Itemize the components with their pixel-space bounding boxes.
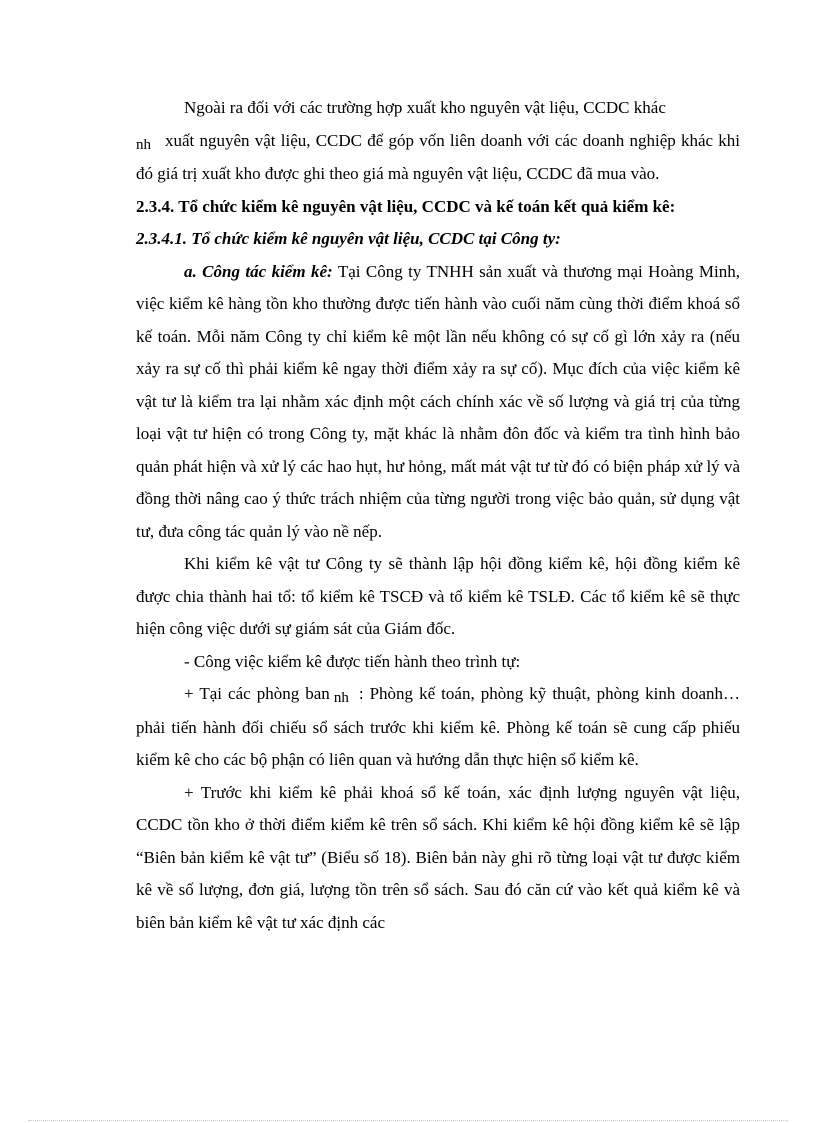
- stray-text-fragment: nh: [333, 690, 349, 706]
- heading-text: 2.3.4. Tổ chức kiểm kê nguyên vật liệu, CCDC và kế toán kết quả kiểm kê:: [136, 196, 676, 216]
- stray-text-fragment: nh: [136, 136, 151, 153]
- paragraph-text: Ngoài ra đối với các trường hợp xuất kho nguyên vật liệu, CCDC khác: [184, 98, 666, 117]
- heading-text: 2.3.4.1. Tổ chức kiểm kê nguyên vật liệu, CCDC tại Công ty:: [136, 229, 561, 248]
- paragraph-text: Tại Công ty TNHH sản xuất và thương mại Hoàng Minh, việc kiểm kê hàng tồn kho thường được tiến hành vào cuối năm cùng thời điểm khoá sổ kế toán. Mỗi năm Công ty chỉ kiểm kê một lần nếu không có sự cố gì lớn xảy ra (nếu xảy ra sự cố thì phải kiểm kê ngay thời điểm xảy ra sự cố). Mục đích của việc kiểm kê vật tư là kiểm tra lại nhằm xác định một cách chính xác về số lượng và giá trị của từng loại vật tư hiện có trong Công ty, mặt khác là nhằm đôn đốc và kiểm tra tình hình bảo quản phát hiện và xử lý các hao hụt, hư hỏng, mất mát vật tư từ đó có biện pháp xử lý và đồng thời nâng cao ý thức trách nhiệm của từng người trong việc bảo quản, sử dụng vật tư, đưa công tác quản lý vào nề nếp.: [136, 261, 741, 541]
- paragraph-text-after: : Phòng kế toán, phòng kỹ thuật, phòng kinh doanh…phải tiến hành đối chiếu sổ sách trước khi kiểm kê. Phòng kế toán sẽ cung cấp phiếu kiểm kê cho các bộ phận có liên quan và hướng dẫn thực hiện sổ kiểm kê.: [136, 684, 740, 769]
- paragraph-text: xuất nguyên vật liệu, CCDC để góp vốn liên doanh với các doanh nghiệp khác khi đó giá trị xuất kho được ghi theo giá mà nguyên vật liệu, CCDC đã mua vào.: [136, 130, 740, 183]
- paragraph-text: Khi kiểm kê vật tư Công ty sẽ thành lập hội đồng kiểm kê, hội đồng kiểm kê được chia thành hai tổ: tổ kiểm kê TSCĐ và tổ kiểm kê TSLĐ. Các tổ kiểm kê sẽ thực hiện công việc dưới sự giám sát của Giám đốc.: [136, 554, 740, 638]
- paragraph-before-inventory: [136, 777, 740, 940]
- section-heading: [136, 191, 740, 224]
- paragraph-text: + Trước khi kiểm kê phải khoá sổ kế toán, xác định lượng nguyên vật liệu, CCDC tồn kho ở thời điểm kiểm kê trên sổ sách. Khi kiểm kê hội đồng kiểm kê sẽ lập “Biên bản kiểm kê vật tư” (Biểu số 18). Biên bản này ghi rõ từng loại vật tư được kiểm kê về số lượng, đơn giá, lượng tồn trên sổ sách. Sau đó căn cứ vào kết quả kiểm kê và biên bản kiểm kê vật tư xác định các: [136, 782, 740, 932]
- paragraph-text-before: + Tại các phòng ban: [184, 684, 330, 703]
- paragraph-intro-continued: [136, 125, 740, 191]
- paragraph-procedure-intro: [136, 646, 740, 679]
- paragraph-intro: [136, 92, 740, 125]
- paragraph-departments: [136, 678, 740, 777]
- document-body: [136, 92, 740, 939]
- paragraph-text: - Công việc kiểm kê được tiến hành theo trình tự:: [184, 651, 521, 671]
- footer-dotted-rule: [28, 1120, 788, 1121]
- paragraph-inventory-council: [136, 548, 740, 646]
- paragraph-lead-label: a. Công tác kiểm kê:: [184, 261, 333, 281]
- subsection-heading: [136, 223, 740, 256]
- paragraph-inventory-work: [136, 256, 740, 549]
